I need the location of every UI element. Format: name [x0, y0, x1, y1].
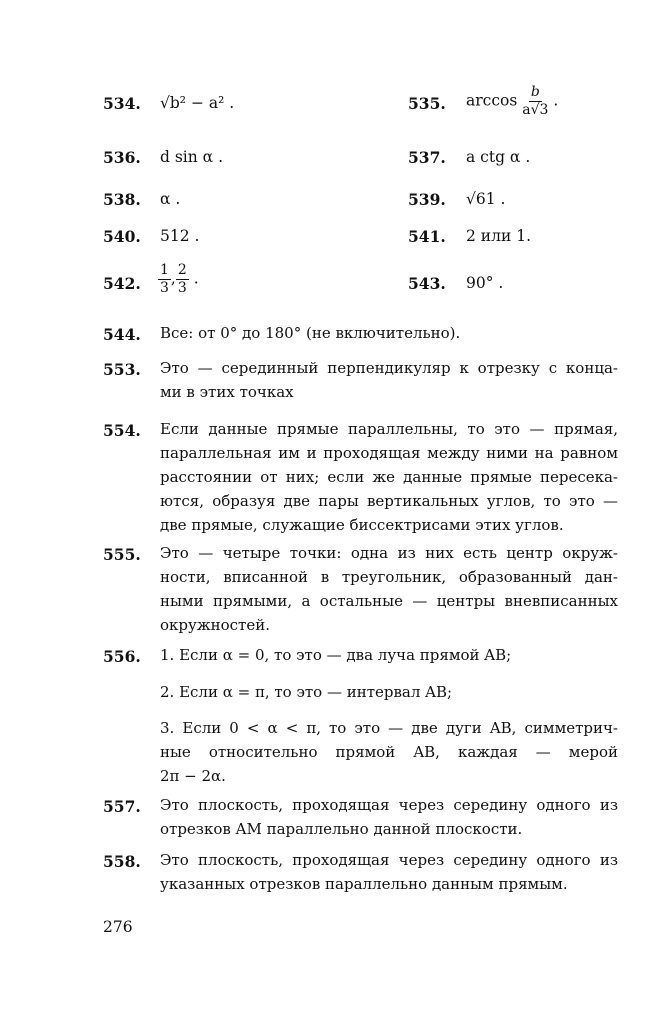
answer-line: окружностей. — [160, 616, 271, 634]
problem-number: 556. — [103, 647, 141, 666]
answer-line: Если данные прямые параллельны, то это — прямая, — [160, 420, 618, 438]
answer-line: ности, вписанной в треугольник, образованный дан- — [160, 568, 618, 586]
problem-number: 555. — [103, 545, 141, 564]
answer-557 — [160, 793, 618, 841]
answer-line: Это плоскость, проходящая через середину одного из — [160, 796, 618, 814]
answer-line: ными прямыми, а остальные — центры вневписанных — [160, 592, 618, 610]
page-number: 276 — [103, 918, 133, 936]
answer-536: d sin α . — [160, 148, 223, 166]
problem-number: 541. — [408, 227, 446, 246]
answer-line: указанных отрезков параллельно данным прямым. — [160, 875, 568, 893]
fraction — [158, 262, 171, 297]
problem-number: 543. — [408, 274, 446, 293]
answer-line: Это — серединный перпендикуляр к отрезку с конца- — [160, 359, 618, 377]
answer-line: Все: от 0° до 180° (не включительно). — [160, 324, 461, 342]
answer-line: ются, образуя две пары вертикальных углов, то это — — [160, 492, 618, 510]
answer-537: a ctg α . — [466, 148, 531, 166]
answer-line: ми в этих точках — [160, 383, 294, 401]
problem-number: 558. — [103, 852, 141, 871]
problem-number: 534. — [103, 94, 141, 113]
answer-558 — [160, 848, 618, 896]
fraction — [176, 262, 189, 297]
fraction-numerator: 2 — [177, 262, 187, 278]
answer-556-part-1 — [160, 643, 618, 667]
problem-number: 554. — [103, 421, 141, 440]
answer-line: Это плоскость, проходящая через середину одного из — [160, 851, 618, 869]
answer-line: 1. Если α = 0, то это — два луча прямой AB; — [160, 646, 512, 664]
problem-number: 540. — [103, 227, 141, 246]
answer-553 — [160, 356, 618, 404]
fraction-denominator: 3 — [177, 280, 187, 296]
answer-line: 2. Если α = π, то это — интервал AB; — [160, 683, 453, 701]
problem-number: 553. — [103, 360, 141, 379]
answer-543: 90° . — [466, 274, 504, 292]
fraction-numerator: 1 — [160, 262, 169, 278]
problem-number: 536. — [103, 148, 141, 167]
problem-number: 535. — [408, 94, 446, 113]
answer-line: отрезков AM параллельно данной плоскости. — [160, 820, 523, 838]
answer-line: ные относительно прямой AB, каждая — мерой — [160, 743, 618, 761]
fraction-numerator: b — [530, 84, 540, 100]
answer-prefix: arccos — [466, 91, 518, 110]
fraction-denominator: 3 — [160, 280, 169, 296]
answer-556-part-3 — [160, 716, 618, 788]
answer-540: 512 . — [160, 227, 200, 245]
problem-number: 544. — [103, 325, 141, 344]
answer-554 — [160, 417, 618, 537]
answer-542: $\frac{1}{3}$ , $\frac{2}{3}$ . — [160, 262, 199, 296]
answer-539: √61 . — [466, 190, 506, 208]
answer-line: расстоянии от них; если же данные прямые пересека- — [160, 468, 618, 486]
answer-line: параллельная им и проходящая между ними на равном — [160, 444, 618, 462]
answer-544 — [160, 321, 618, 345]
answer-538: α . — [160, 190, 181, 208]
problem-number: 537. — [408, 148, 446, 167]
problem-number: 557. — [103, 797, 141, 816]
problem-number: 539. — [408, 190, 446, 209]
answer-541: 2 или 1. — [466, 227, 532, 245]
answer-line: 3. Если 0 < α < π, то это — две дуги AB, симметрич- — [160, 719, 618, 737]
problem-number: 542. — [103, 274, 141, 293]
fraction — [522, 84, 548, 119]
answer-535 — [466, 84, 558, 119]
answer-line: Это — четыре точки: одна из них есть центр окруж- — [160, 544, 618, 562]
fraction-denominator: a√3 — [522, 102, 549, 118]
answer-line: 2π − 2α. — [160, 767, 226, 785]
answer-suffix: . — [193, 269, 199, 288]
answer-556-part-2 — [160, 680, 618, 704]
answer-534 — [160, 94, 234, 112]
answer-suffix: . — [553, 91, 559, 110]
problem-number: 538. — [103, 190, 141, 209]
answer-text: √b² − a² . — [160, 94, 235, 112]
answer-line: две прямые, служащие биссектрисами этих углов. — [160, 516, 564, 534]
answer-555 — [160, 541, 618, 637]
